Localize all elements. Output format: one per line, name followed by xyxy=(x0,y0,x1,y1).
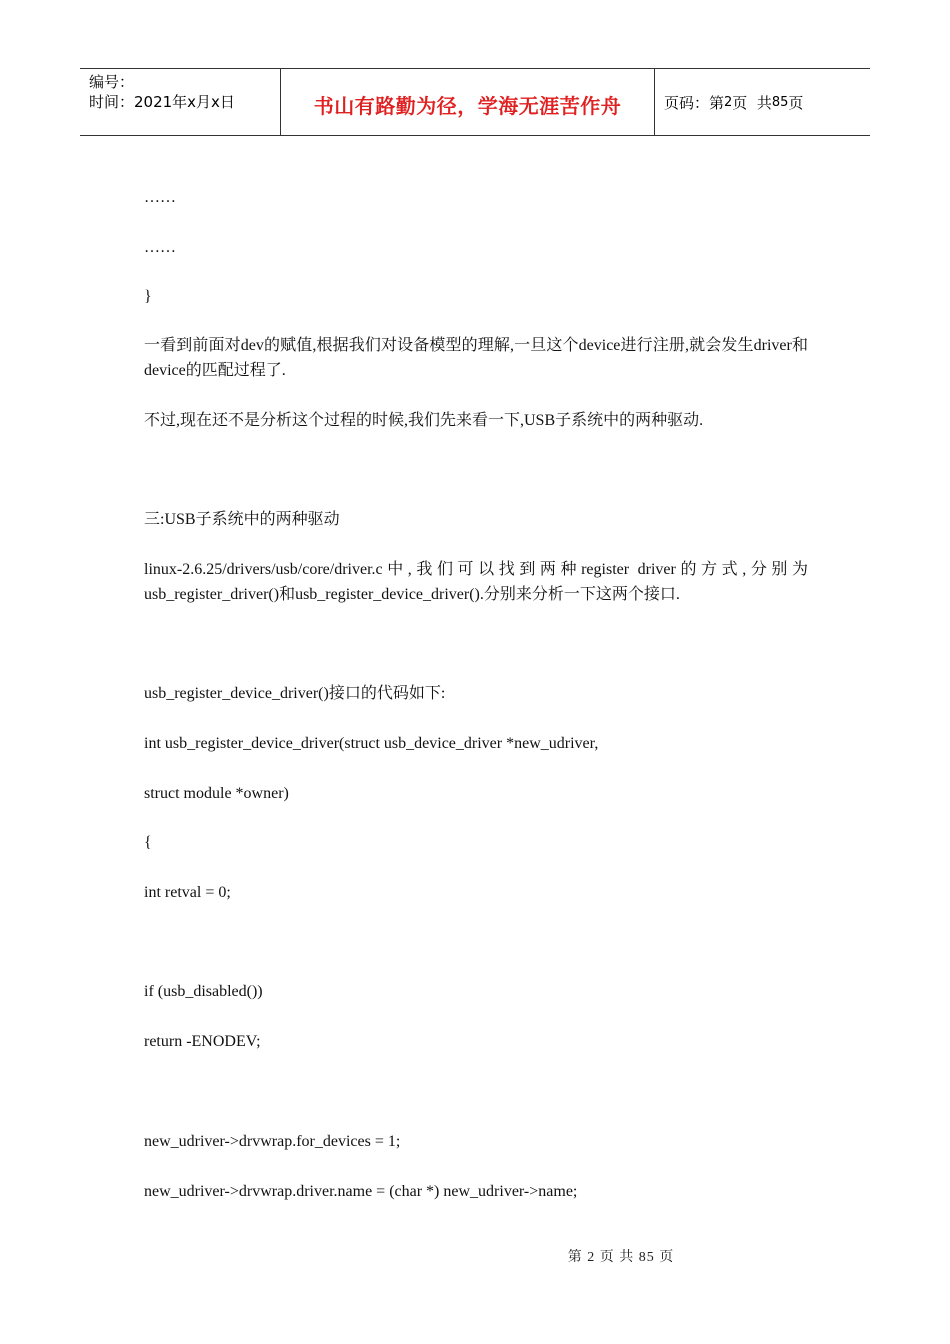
header-page-total: 85 xyxy=(771,94,789,110)
page-footer xyxy=(0,1246,950,1266)
footer-page-number: 第 2 页 共 85 页 xyxy=(567,1250,675,1265)
code-intro-line: usb_register_device_driver()接口的代码如下: xyxy=(144,685,446,702)
code-line: int retval = 0; xyxy=(144,884,231,901)
paragraph-register-driver: linux-2.6.25/drivers/usb/core/driver.c中,我们可以找到两种register driver的方式,分别为usb_register_driver()和usb_register_device_driver().分别来分析一下这两个接口. xyxy=(144,561,808,603)
page-header xyxy=(80,68,870,136)
header-meta-cell xyxy=(80,69,281,135)
section-heading: 三:USB子系统中的两种驱动 xyxy=(144,511,340,528)
header-motto: 书山有路勤为径，学海无涯苦作舟 xyxy=(313,93,622,118)
code-line: new_udriver->drvwrap.for_devices = 1; xyxy=(144,1133,401,1150)
header-number-label: 编号： xyxy=(89,73,135,91)
paragraph-device-match: 一看到前面对dev的赋值,根据我们对设备模型的理解,一旦这个device进行注册,就会发生driver和device的匹配过程了. xyxy=(144,337,808,379)
header-page-cell xyxy=(655,69,870,135)
code-line: int usb_register_device_driver(struct usb_device_driver *new_udriver, xyxy=(144,735,599,752)
code-line: return -ENODEV; xyxy=(144,1033,261,1050)
ellipsis-line: …… xyxy=(144,239,176,256)
close-brace-line: } xyxy=(144,288,152,305)
code-line: struct module *owner) xyxy=(144,785,289,802)
header-page-mid: 页 共 xyxy=(732,93,772,112)
paragraph-two-drivers-intro: 不过,现在还不是分析这个过程的时候,我们先来看一下,USB子系统中的两种驱动. xyxy=(144,412,704,429)
header-page-prefix: 页码：第 xyxy=(664,93,725,112)
ellipsis-line: …… xyxy=(144,189,176,206)
header-time-label: 时间：2021年x月x日 xyxy=(89,93,235,111)
header-motto-cell xyxy=(281,69,655,135)
header-page-suffix: 页 xyxy=(788,93,804,112)
code-line: if (usb_disabled()) xyxy=(144,983,263,1000)
header-page-current: 2 xyxy=(724,94,733,110)
code-line: { xyxy=(144,834,152,851)
code-line: new_udriver->drvwrap.driver.name = (char *) new_udriver->name; xyxy=(144,1183,578,1200)
